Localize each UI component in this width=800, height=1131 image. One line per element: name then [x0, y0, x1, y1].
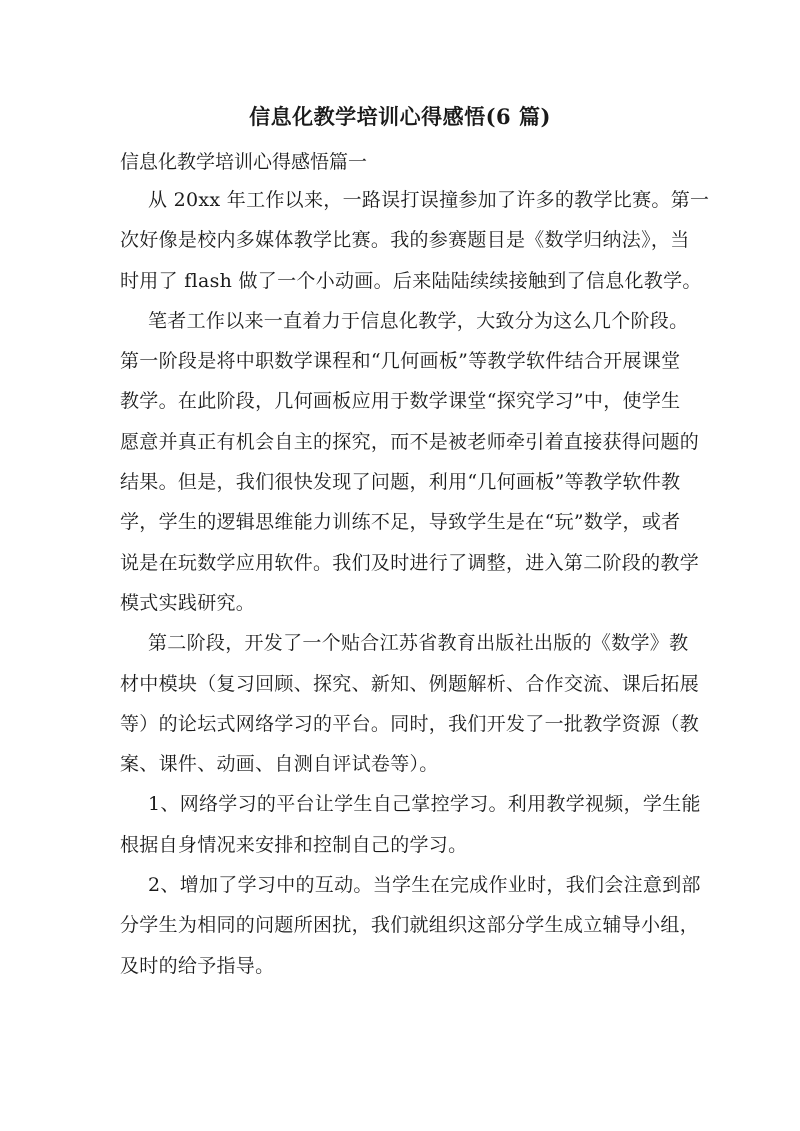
paragraph-5 [120, 865, 701, 986]
paragraph-line: 根据自身情况来安排和控制自己的学习。 [120, 833, 468, 856]
paragraph-line: 模式实践研究。 [120, 591, 256, 614]
paragraph-line: 愿意并真正有机会自主的探究，而不是被老师牵引着直接获得问题的 [120, 430, 700, 453]
paragraph-2 [120, 301, 700, 623]
paragraph-line: 及时的给予指导。 [120, 954, 275, 977]
paragraph-line: 从 20xx 年工作以来，一路误打误撞参加了许多的教学比赛。第一 [148, 189, 710, 211]
paragraph-line: 第一阶段是将中职数学课程和“几何画板”等教学软件结合开展课堂 [120, 350, 681, 373]
paragraph-line: 结果。但是，我们很快发现了问题，利用“几何画板”等教学软件教 [120, 471, 681, 494]
paragraph-line: 说是在玩数学应用软件。我们及时进行了调整，进入第二阶段的教学 [120, 551, 700, 574]
paragraph-line: 材中模块（复习回顾、探究、新知、例题解析、合作交流、课后拓展 [120, 672, 700, 695]
document-title: 信息化教学培训心得感悟(6 篇) [249, 104, 551, 129]
paragraph-line: 教学。在此阶段，几何画板应用于数学课堂“探究学习”中，使学生 [120, 390, 681, 413]
paragraph-line: 分学生为相同的问题所困扰，我们就组织这部分学生成立辅导小组， [120, 914, 700, 937]
paragraph-line: 等）的论坛式网络学习的平台。同时，我们开发了一批教学资源（教 [120, 712, 700, 735]
paragraph-line: 时用了 flash 做了一个小动画。后来陆陆续续接触到了信息化教学。 [120, 269, 702, 292]
paragraph-1 [120, 180, 710, 301]
paragraph-line: 学，学生的逻辑思维能力训练不足，导致学生是在“玩”数学，或者 [120, 511, 681, 534]
paragraph-line: 1、网络学习的平台让学生自己掌控学习。利用教学视频，学生能 [148, 793, 701, 816]
paragraph-line: 笔者工作以来一直着力于信息化教学，大致分为这么几个阶段。 [148, 309, 689, 332]
paragraph-4 [120, 784, 701, 865]
paragraph-3 [120, 623, 700, 784]
paragraph-line: 2、增加了学习中的互动。当学生在完成作业时，我们会注意到部 [148, 874, 701, 897]
document-body [120, 180, 710, 986]
paragraph-line: 次好像是校内多媒体教学比赛。我的参赛题目是《数学归纳法》，当 [120, 229, 690, 252]
paragraph-line: 案、课件、动画、自测自评试卷等）。 [120, 753, 439, 776]
paragraph-line: 第二阶段，开发了一个贴合江苏省教育出版社出版的《数学》教 [148, 632, 689, 655]
section-heading: 信息化教学培训心得感悟篇一 [120, 151, 368, 173]
